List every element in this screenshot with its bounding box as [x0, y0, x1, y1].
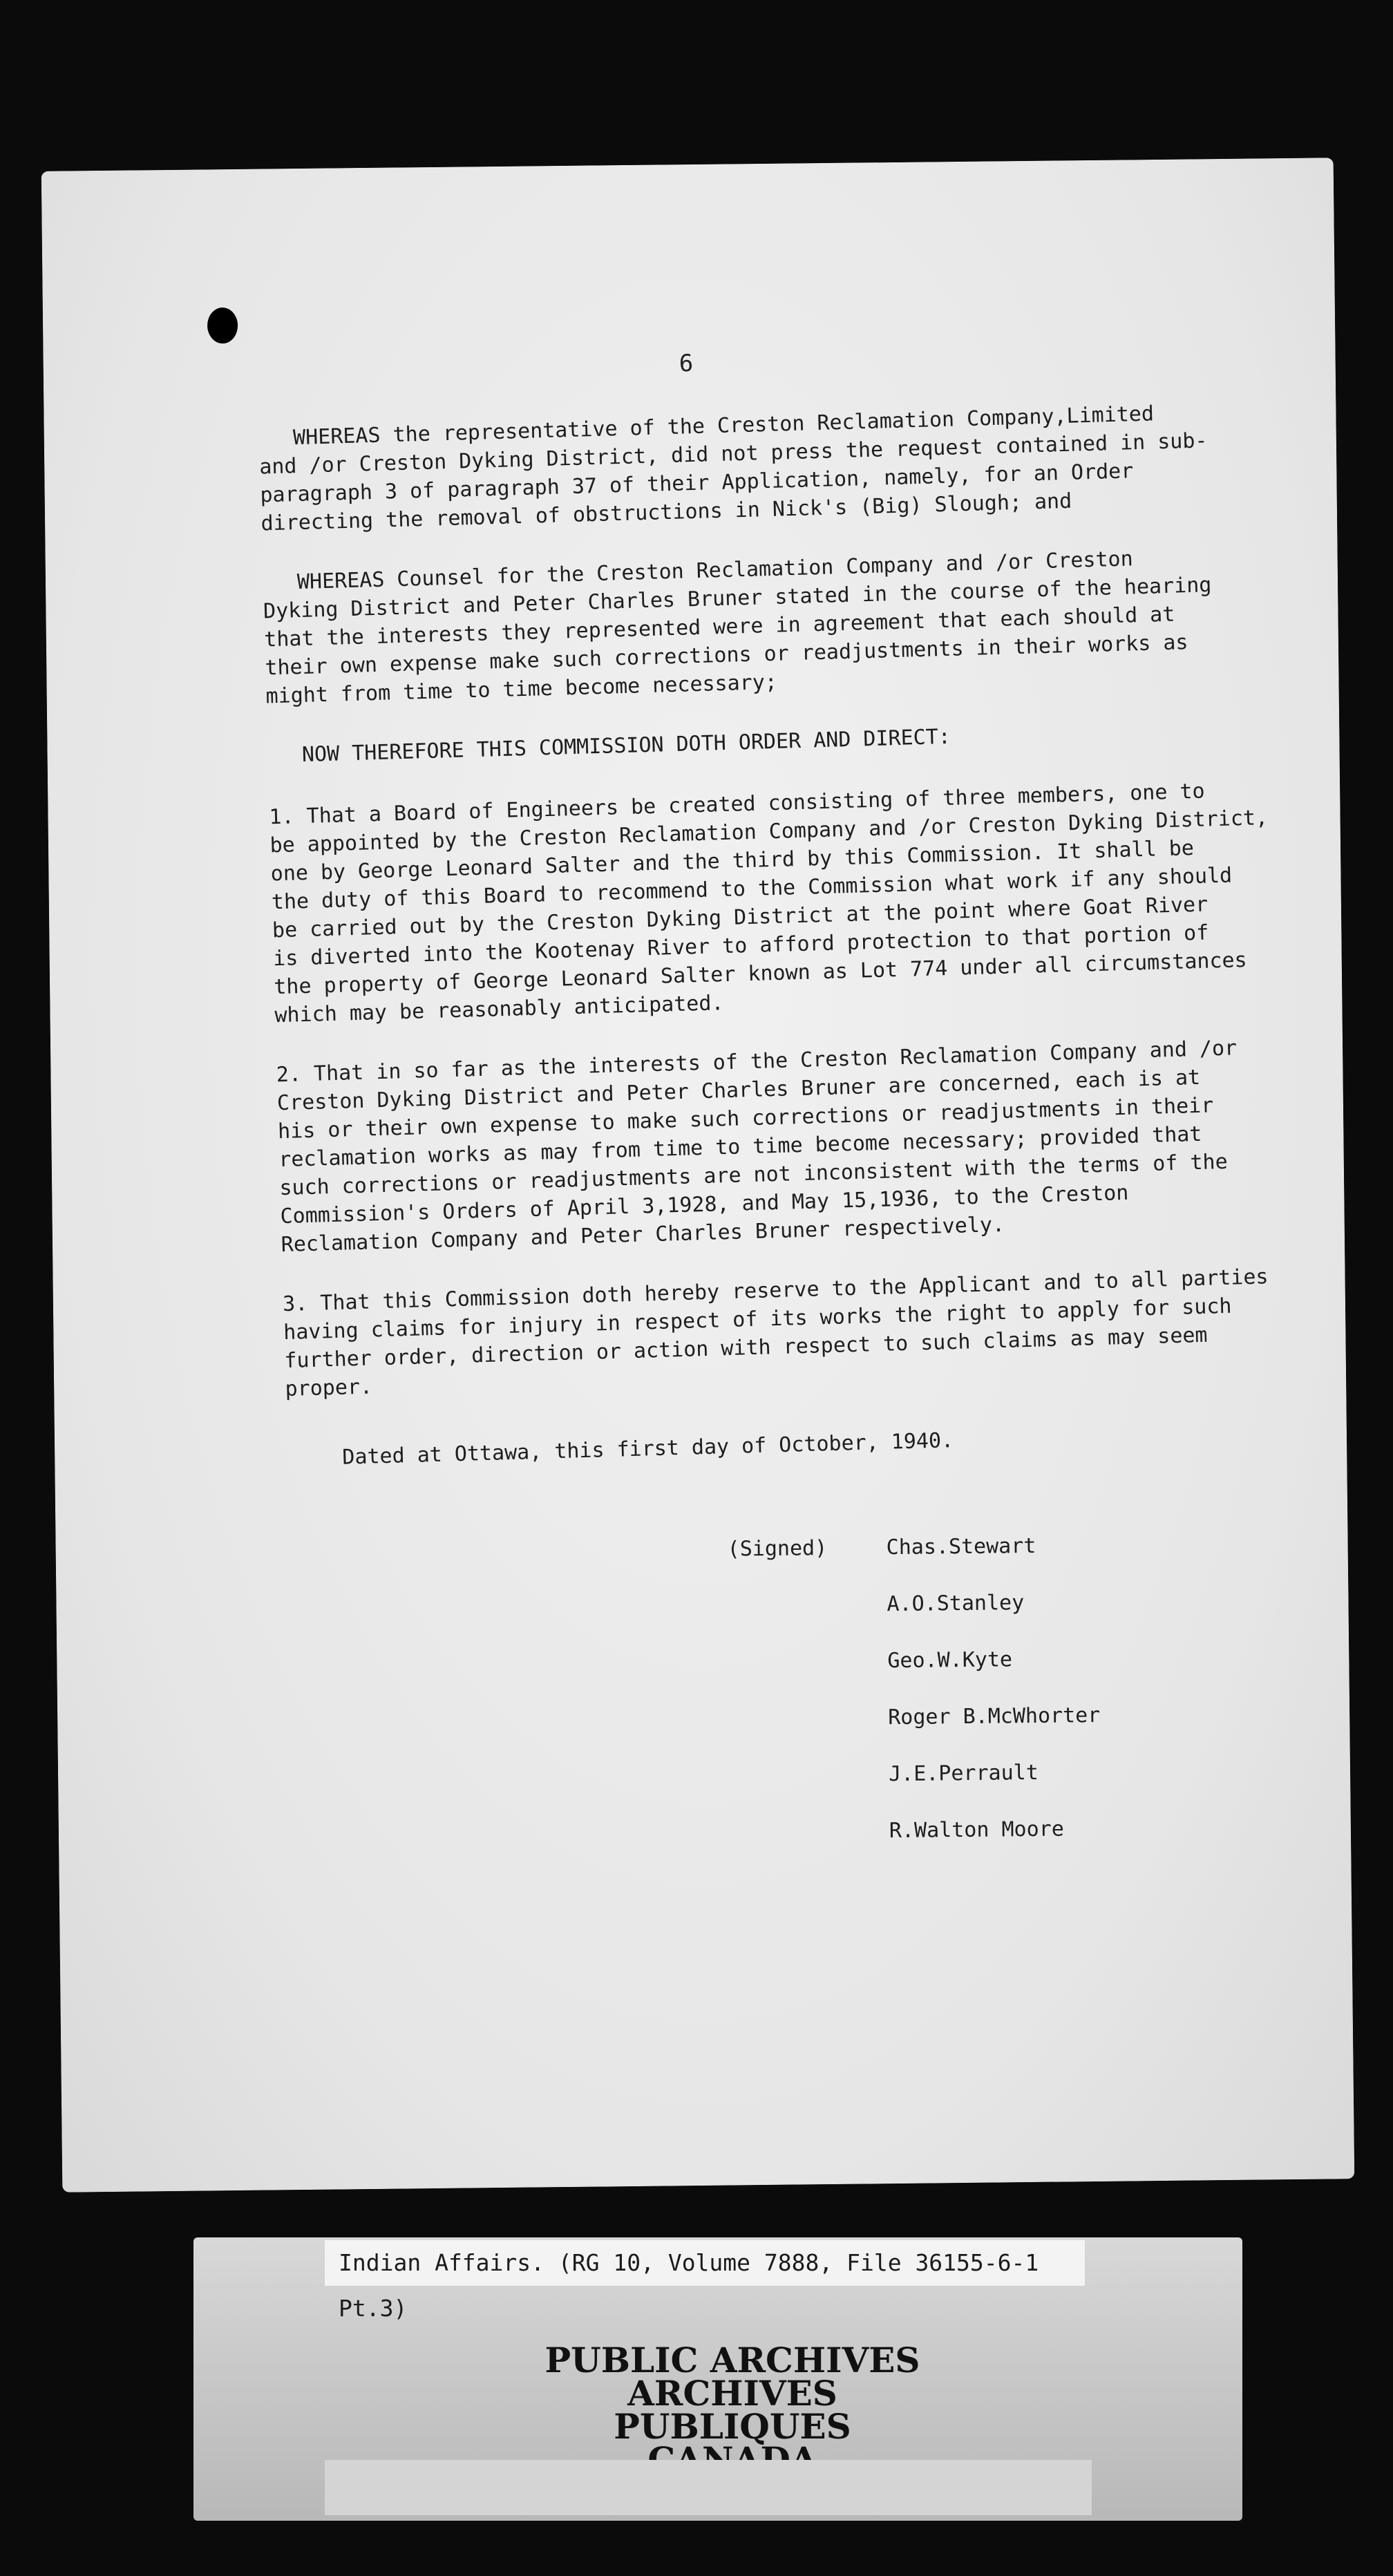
signatory: Geo.W.Kyte: [887, 1647, 1013, 1674]
document-page: [41, 158, 1355, 2192]
stamp-line-french: ARCHIVES PUBLIQUES: [614, 2373, 851, 2447]
stamp-line-english: PUBLIC ARCHIVES: [544, 2340, 920, 2380]
signatory: Chas.Stewart: [886, 1533, 1036, 1560]
archive-stamp: [525, 2340, 940, 2476]
clause-3: 3. That this Commission doth hereby reserve to the Applicant and to all parties having claims for injury in respect of its works the right to apply for such further order, direction or action with respect to such claims as may seem proper.: [282, 1265, 1269, 1402]
archive-citation: Indian Affairs. (RG 10, Volume 7888, File 36155-6-1 Pt.3): [325, 2240, 1085, 2286]
whereas-paragraph-2: WHEREAS Counsel for the Creston Reclamation Company and /or Creston Dyking District and Peter Charles Bruner stated in the course of the hearing that the interests they represented were in agreement that each should at their own expense make such corrections or readjustments in their works as might from time to time become necessary;: [263, 547, 1212, 709]
punch-hole: [207, 307, 238, 343]
dated-line: Dated at Ottawa, this first day of October, 1940.: [341, 1428, 954, 1470]
label-strip: [325, 2460, 1092, 2515]
page-number: 6: [679, 350, 694, 378]
order-heading: NOW THEREFORE THIS COMMISSION DOTH ORDER AND DIRECT:: [301, 724, 951, 768]
signatory: J.E.Perrault: [888, 1760, 1039, 1787]
clause-1: 1. That a Board of Engineers be created consisting of three members, one to be appointed by the Creston Reclamation Company and /or Creston Dyking District, one by George Leonard Salter and the third by this Commission. It shall be the duty of this Board to recommend to the Commission what work if any should be carried out by the Creston Dyking District at the point where Goat River is diverted into the Kootenay River to afford protection to that portion of the property of George Leonard Salter known as Lot 774 under all circumstances which may be reasonably anticipated.: [268, 779, 1269, 1028]
signatory: A.O.Stanley: [887, 1591, 1025, 1617]
signatory: R.Walton Moore: [889, 1817, 1064, 1844]
signed-label: (Signed): [727, 1536, 828, 1562]
signatory: Roger B.McWhorter: [888, 1703, 1101, 1730]
clause-2: 2. That in so far as the interests of the Creston Reclamation Company and /or Creston Dyking District and Peter Charles Bruner are concerned, each is at his or their own expense to make such corrections or readjustments in their reclamation works as may from time to time become necessary; provided that such corrections or readjustments are not inconsistent with the terms of the Commission's Orders of April 3,1928, and May 15,1936, to the Creston Reclamation Company and Peter Charles Bruner respectively.: [276, 1036, 1238, 1258]
order-body: [258, 395, 1366, 1504]
signatory-list: [886, 1530, 1304, 1874]
whereas-paragraph-1: WHEREAS the representative of the Creston Reclamation Company,Limited and /or Creston Dyking District, did not press the request contained in sub- paragraph 3 of paragraph 37 of their Application, namely, for an Order directing the removal of obstructions in Nick's (Big) Slough; and: [258, 401, 1208, 536]
